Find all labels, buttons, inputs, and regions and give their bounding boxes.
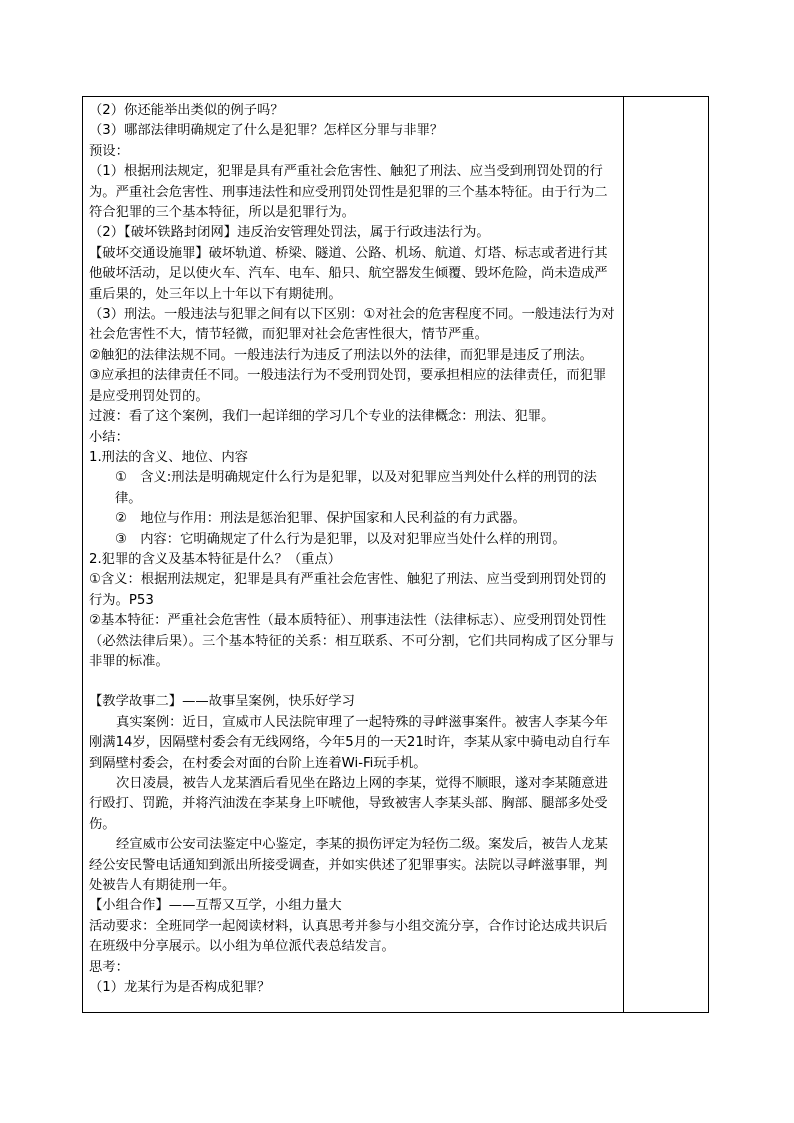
answer-3-point-2: ②触犯的法律法规不同。一般违法行为违反了刑法以外的法律，而犯罪是违反了刑法。 (89, 347, 593, 363)
answer-2-detail: 【破坏交通设施罪】破坏轨道、桥梁、隧道、公路、机场、航道、灯塔、标志或者进行其他破坏活动，足以使火车、汽车、电车、船只、航空器发生倾覆、毁坏危险，尚未造成严重后果的，处三年以上十年以下有期徒刑。 (89, 245, 608, 302)
summary-heading-1: 1.刑法的含义、地位、内容 (89, 449, 248, 465)
case-paragraph-3: 经宣威市公安司法鉴定中心鉴定，李某的损伤评定为轻伤二级。案发后，被告人龙某经公安民警电话通知到派出所接受调查，并如实供述了犯罪事实。法院以寻衅滋事罪，判处被告人有期徒刑一年。 (89, 837, 608, 894)
activity-requirement: 活动要求：全班同学一起阅读材料，认真思考并参与小组交流分享，合作讨论达成共识后在班级中分享展示。以小组为单位派代表总结发言。 (89, 918, 608, 955)
case-paragraph-1: 真实案例：近日，宣威市人民法院审理了一起特殊的寻衅滋事案件。被害人李某今年刚满14岁，因隔壁村委会有无线网络，今年5月的一天21时许，李某从家中骑电动自行车到隔壁村委会，在村委会对面的台阶上连着Wi-Fi玩手机。 (89, 714, 610, 771)
transition: 过渡：看了这个案例，我们一起详细的学习几个专业的法律概念：刑法、犯罪。 (89, 409, 555, 425)
answer-2: （2）【破坏铁路封闭网】违反治安管理处罚法，属于行政违法行为。 (89, 225, 490, 241)
answer-3-point-3: ③应承担的法律责任不同。一般违法行为不受刑罚处罚，要承担相应的法律责任，而犯罪是应受刑罚处罚的。 (89, 368, 607, 404)
question-2: （2）你还能举出类似的例子吗？ (89, 103, 284, 118)
summary-label: 小结： (89, 429, 129, 445)
blank-line (89, 672, 619, 692)
lesson-table (82, 96, 709, 1013)
criminal-law-content: ③ 内容：它明确规定了什么行为是犯罪，以及对犯罪应当处什么样的刑罚。 (115, 531, 566, 547)
answer-1: （1）根据刑法规定，犯罪是具有严重社会危害性、触犯了刑法、应当受到刑罚处罚的行为。严重社会危害性、刑事违法性和应受刑罚处罚性是犯罪的三个基本特征。由于行为二符合犯罪的三个基本特征，所以是犯罪行为。 (89, 164, 608, 221)
think-question-1: （1）龙某行为是否构成犯罪？ (89, 980, 271, 996)
think-label: 思考： (89, 959, 129, 975)
content-body (83, 97, 623, 998)
preset-label: 预设： (89, 143, 129, 159)
criminal-law-meaning: ① 含义:刑法是明确规定什么行为是犯罪，以及对犯罪应当判处什么样的刑罚的法律。 (115, 470, 597, 506)
notes-cell (624, 97, 709, 1013)
group-work-title: 【小组合作】——互帮又互学，小组力量大 (89, 898, 342, 914)
answer-3: （3）刑法。一般违法与犯罪之间有以下区别：①对社会的危害程度不同。一般违法行为对社会危害性不大，情节轻微，而犯罪对社会危害性很大，情节严重。 (89, 307, 615, 343)
crime-features: ②基本特征：严重社会危害性（最本质特征）、刑事违法性（法律标志）、应受刑罚处罚性（必然法律后果）。三个基本特征的关系：相互联系、不可分割，它们共同构成了区分罪与非罪的标准。 (89, 613, 615, 669)
crime-meaning: ①含义：根据刑法规定，犯罪是具有严重社会危害性、触犯了刑法、应当受到刑罚处罚的行为。P53 (89, 572, 607, 608)
criminal-law-status: ② 地位与作用：刑法是惩治犯罪、保护国家和人民利益的有力武器。 (115, 511, 526, 527)
story-2-title: 【教学故事二】——故事呈案例，快乐好学习 (89, 694, 355, 710)
question-3: （3）哪部法律明确规定了什么是犯罪？怎样区分罪与非罪？ (89, 123, 444, 139)
case-paragraph-2: 次日凌晨，被告人龙某酒后看见坐在路边上网的李某，觉得不顺眼，遂对李某随意进行殴打、罚跪，并将汽油泼在李某身上吓唬他，导致被害人李某头部、胸部、腿部多处受伤。 (89, 776, 608, 832)
content-cell (83, 97, 624, 1013)
summary-heading-2: 2.犯罪的含义及基本特征是什么？（重点） (89, 551, 342, 567)
